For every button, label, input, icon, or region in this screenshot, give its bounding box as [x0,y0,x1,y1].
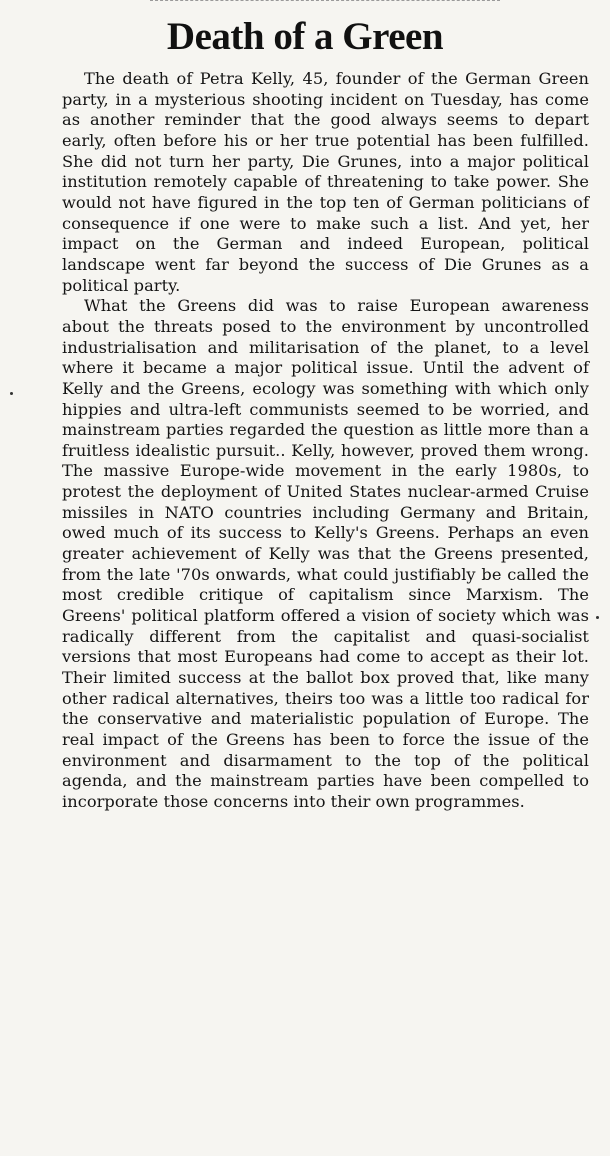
print-speck [596,616,599,619]
paragraph-1: The death of Petra Kelly, 45, founder of the German Green party, in a mysterious shooting incident on Tuesday, has come as another reminder that the good always seems to depart early, often before his or her true potential has been fulfilled. She did not turn her party, Die Grunes, into a major political institution remotely capable of threatening to take power. She would not have figured in the top ten of German politicians of consequence if one were to make such a list. And yet, her impact on the German and indeed European, political landscape went far beyond the success of Die Grunes as a political party. [62,69,589,295]
article-body [62,69,589,813]
print-speck [10,392,13,395]
top-divider [150,0,500,4]
headline: Death of a Green [166,15,444,58]
paragraph-2: What the Greens did was to raise European awareness about the threats posed to the environment by uncontrolled industrialisation and militarisation of the planet, to a level where it became a major political issue. Until the advent of Kelly and the Greens, ecology was something with which only hippies and ultra-left communists seemed to be worried, and mainstream parties regarded the question as little more than a fruitless idealistic pursuit.. Kelly, however, proved them wrong. The massive Europe-wide movement in the early 1980s, to protest the deployment of United States nuclear-armed Cruise missiles in NATO countries including Germany and Britain, owed much of its success to Kelly's Greens. Perhaps an even greater achievement of Kelly was that the Greens presented, from the late '70s onwards, what could justifiably be called the most credible critique of capitalism since Marxism. The Greens' political platform offered a vision of society which was radically different from the capitalist and quasi-socialist versions that most Europeans had come to accept as their lot. Their limited success at the ballot box proved that, like many other radical alternatives, theirs too was a little too radical for the conservative and materialistic population of Europe. The real impact of the Greens has been to force the issue of the environment and disarmament to the top of the political agenda, and the mainstream parties have been compelled to incorporate those concerns into their own programmes. [62,296,589,811]
